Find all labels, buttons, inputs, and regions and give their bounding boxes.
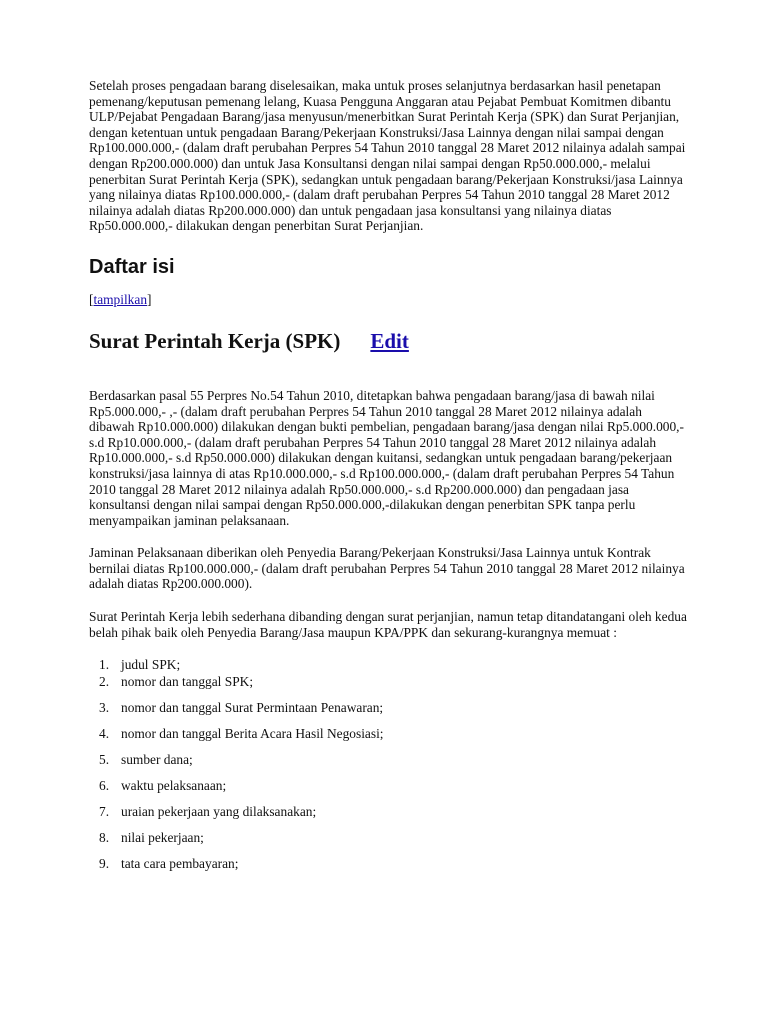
section-paragraph: Surat Perintah Kerja lebih sederhana dibanding dengan surat perjanjian, namun tetap ditandatangani oleh kedua belah pihak baik oleh Penyedia Barang/Jasa maupun KPA/PPK dan sekurang-kurangnya memuat :: [89, 609, 687, 640]
list-number: 1.: [99, 657, 110, 673]
intro-paragraph: Setelah proses pengadaan barang diselesaikan, maka untuk proses selanjutnya berdasarkan hasil penetapan pemenang/keputusan pemenang lelang, Kuasa Pengguna Anggaran atau Pejabat Pembuat Komitmen dibantu ULP/Pejabat Pengadaan Barang/jasa menyusun/menerbitkan Surat Perintah Kerja (SPK) dan Surat Perjanjian, dengan ketentuan untuk pengadaan Barang/Pekerjaan Konstruksi/Jasa Lainnya dengan nilai sampai dengan Rp100.000.000,- (dalam draft perubahan Perpres 54 Tahun 2010 tanggal 28 Maret 2012 nilainya adalah sampai dengan Rp200.000.000) dan untuk Jasa Konsultansi dengan nilai sampai dengan Rp50.000.000,- melalui penerbitan Surat Perintah Kerja (SPK), sedangkan untuk pengadaan barang/Pekerjaan Konstruksi/jasa Lainnya yang nilainya diatas Rp100.000.000,- (dalam draft perubahan Perpres 54 Tahun 2010 tanggal 28 Maret 2012 nilainya adalah diatas Rp200.000.000) dan untuk pengadaan jasa konsultansi yang nilainya diatas Rp50.000.000,- dilakukan dengan penerbitan Surat Perjanjian.: [89, 78, 686, 234]
section-heading: [89, 328, 690, 354]
toc-toggle: [89, 292, 690, 308]
list-text: tata cara pembayaran;: [121, 855, 239, 871]
list-item: [89, 804, 690, 820]
list-text: sumber dana;: [121, 751, 193, 767]
list-item: [89, 752, 690, 768]
list-text: nilai pekerjaan;: [121, 829, 204, 845]
list-number: 6.: [99, 777, 110, 793]
list-item: [89, 674, 690, 690]
list-text: judul SPK;: [121, 657, 181, 673]
toc-bracket-close: ]: [147, 291, 152, 307]
list-number: 8.: [99, 829, 110, 845]
section-paragraph: Berdasarkan pasal 55 Perpres No.54 Tahun 2010, ditetapkan bahwa pengadaan barang/jasa di bawah nilai Rp5.000.000,- ,- (dalam draft perubahan Perpres 54 Tahun 2010 tanggal 28 Maret 2012 nilainya adalah dibawah Rp10.000.000) dilakukan dengan bukti pembelian, pengadaan barang/jasa dengan nilai Rp5.000.000,- s.d Rp10.000.000,- (dalam draft perubahan Perpres 54 Tahun 2010 tanggal 28 Maret 2012 nilainya adalah Rp10.000.000,- s.d Rp50.000.000) dilakukan dengan kuitansi, sedangkan untuk pengadaan barang/pekerjaan konstruksi/jasa lainnya di atas Rp10.000.000,- s.d Rp100.000.000,- (dalam draft perubahan Perpres 54 Tahun 2010 tanggal 28 Maret 2012 nilainya adalah Rp50.000.000,- s.d Rp200.000.000) dan pengadaan jasa konsultansi dengan nilai sampai dengan Rp50.000.000,-dilakukan dengan penerbitan SPK tanpa perlu menyampaikan jaminan pelaksanaan.: [89, 387, 684, 528]
toc-bracket-open: [: [89, 291, 94, 307]
list-item: [89, 830, 690, 846]
list-number: 7.: [99, 803, 110, 819]
list-text: nomor dan tanggal SPK;: [121, 673, 254, 689]
section-paragraph: Jaminan Pelaksanaan diberikan oleh Penyedia Barang/Pekerjaan Konstruksi/Jasa Lainnya untuk Kontrak bernilai diatas Rp100.000.000,- (dalam draft perubahan Perpres 54 Tahun 2010 tanggal 28 Maret 2012 nilainya adalah diatas Rp200.000.000).: [89, 545, 685, 592]
list-text: nomor dan tanggal Surat Permintaan Penawaran;: [121, 699, 384, 715]
list-number: 5.: [99, 751, 110, 767]
list-item: [89, 726, 690, 742]
list-number: 2.: [99, 673, 110, 689]
requirements-list: [89, 657, 690, 871]
list-item: [89, 657, 690, 673]
edit-link[interactable]: Edit: [370, 328, 409, 353]
list-number: 4.: [99, 725, 110, 741]
section-title: Surat Perintah Kerja (SPK): [89, 328, 341, 353]
list-text: nomor dan tanggal Berita Acara Hasil Negosiasi;: [121, 725, 384, 741]
toc-show-link[interactable]: tampilkan: [93, 291, 148, 307]
list-item: [89, 700, 690, 716]
list-text: uraian pekerjaan yang dilaksanakan;: [121, 803, 317, 819]
list-item: [89, 778, 690, 794]
toc-heading: Daftar isi: [89, 255, 175, 278]
list-item: [89, 856, 690, 872]
list-text: waktu pelaksanaan;: [121, 777, 227, 793]
list-number: 9.: [99, 855, 110, 871]
list-number: 3.: [99, 699, 110, 715]
